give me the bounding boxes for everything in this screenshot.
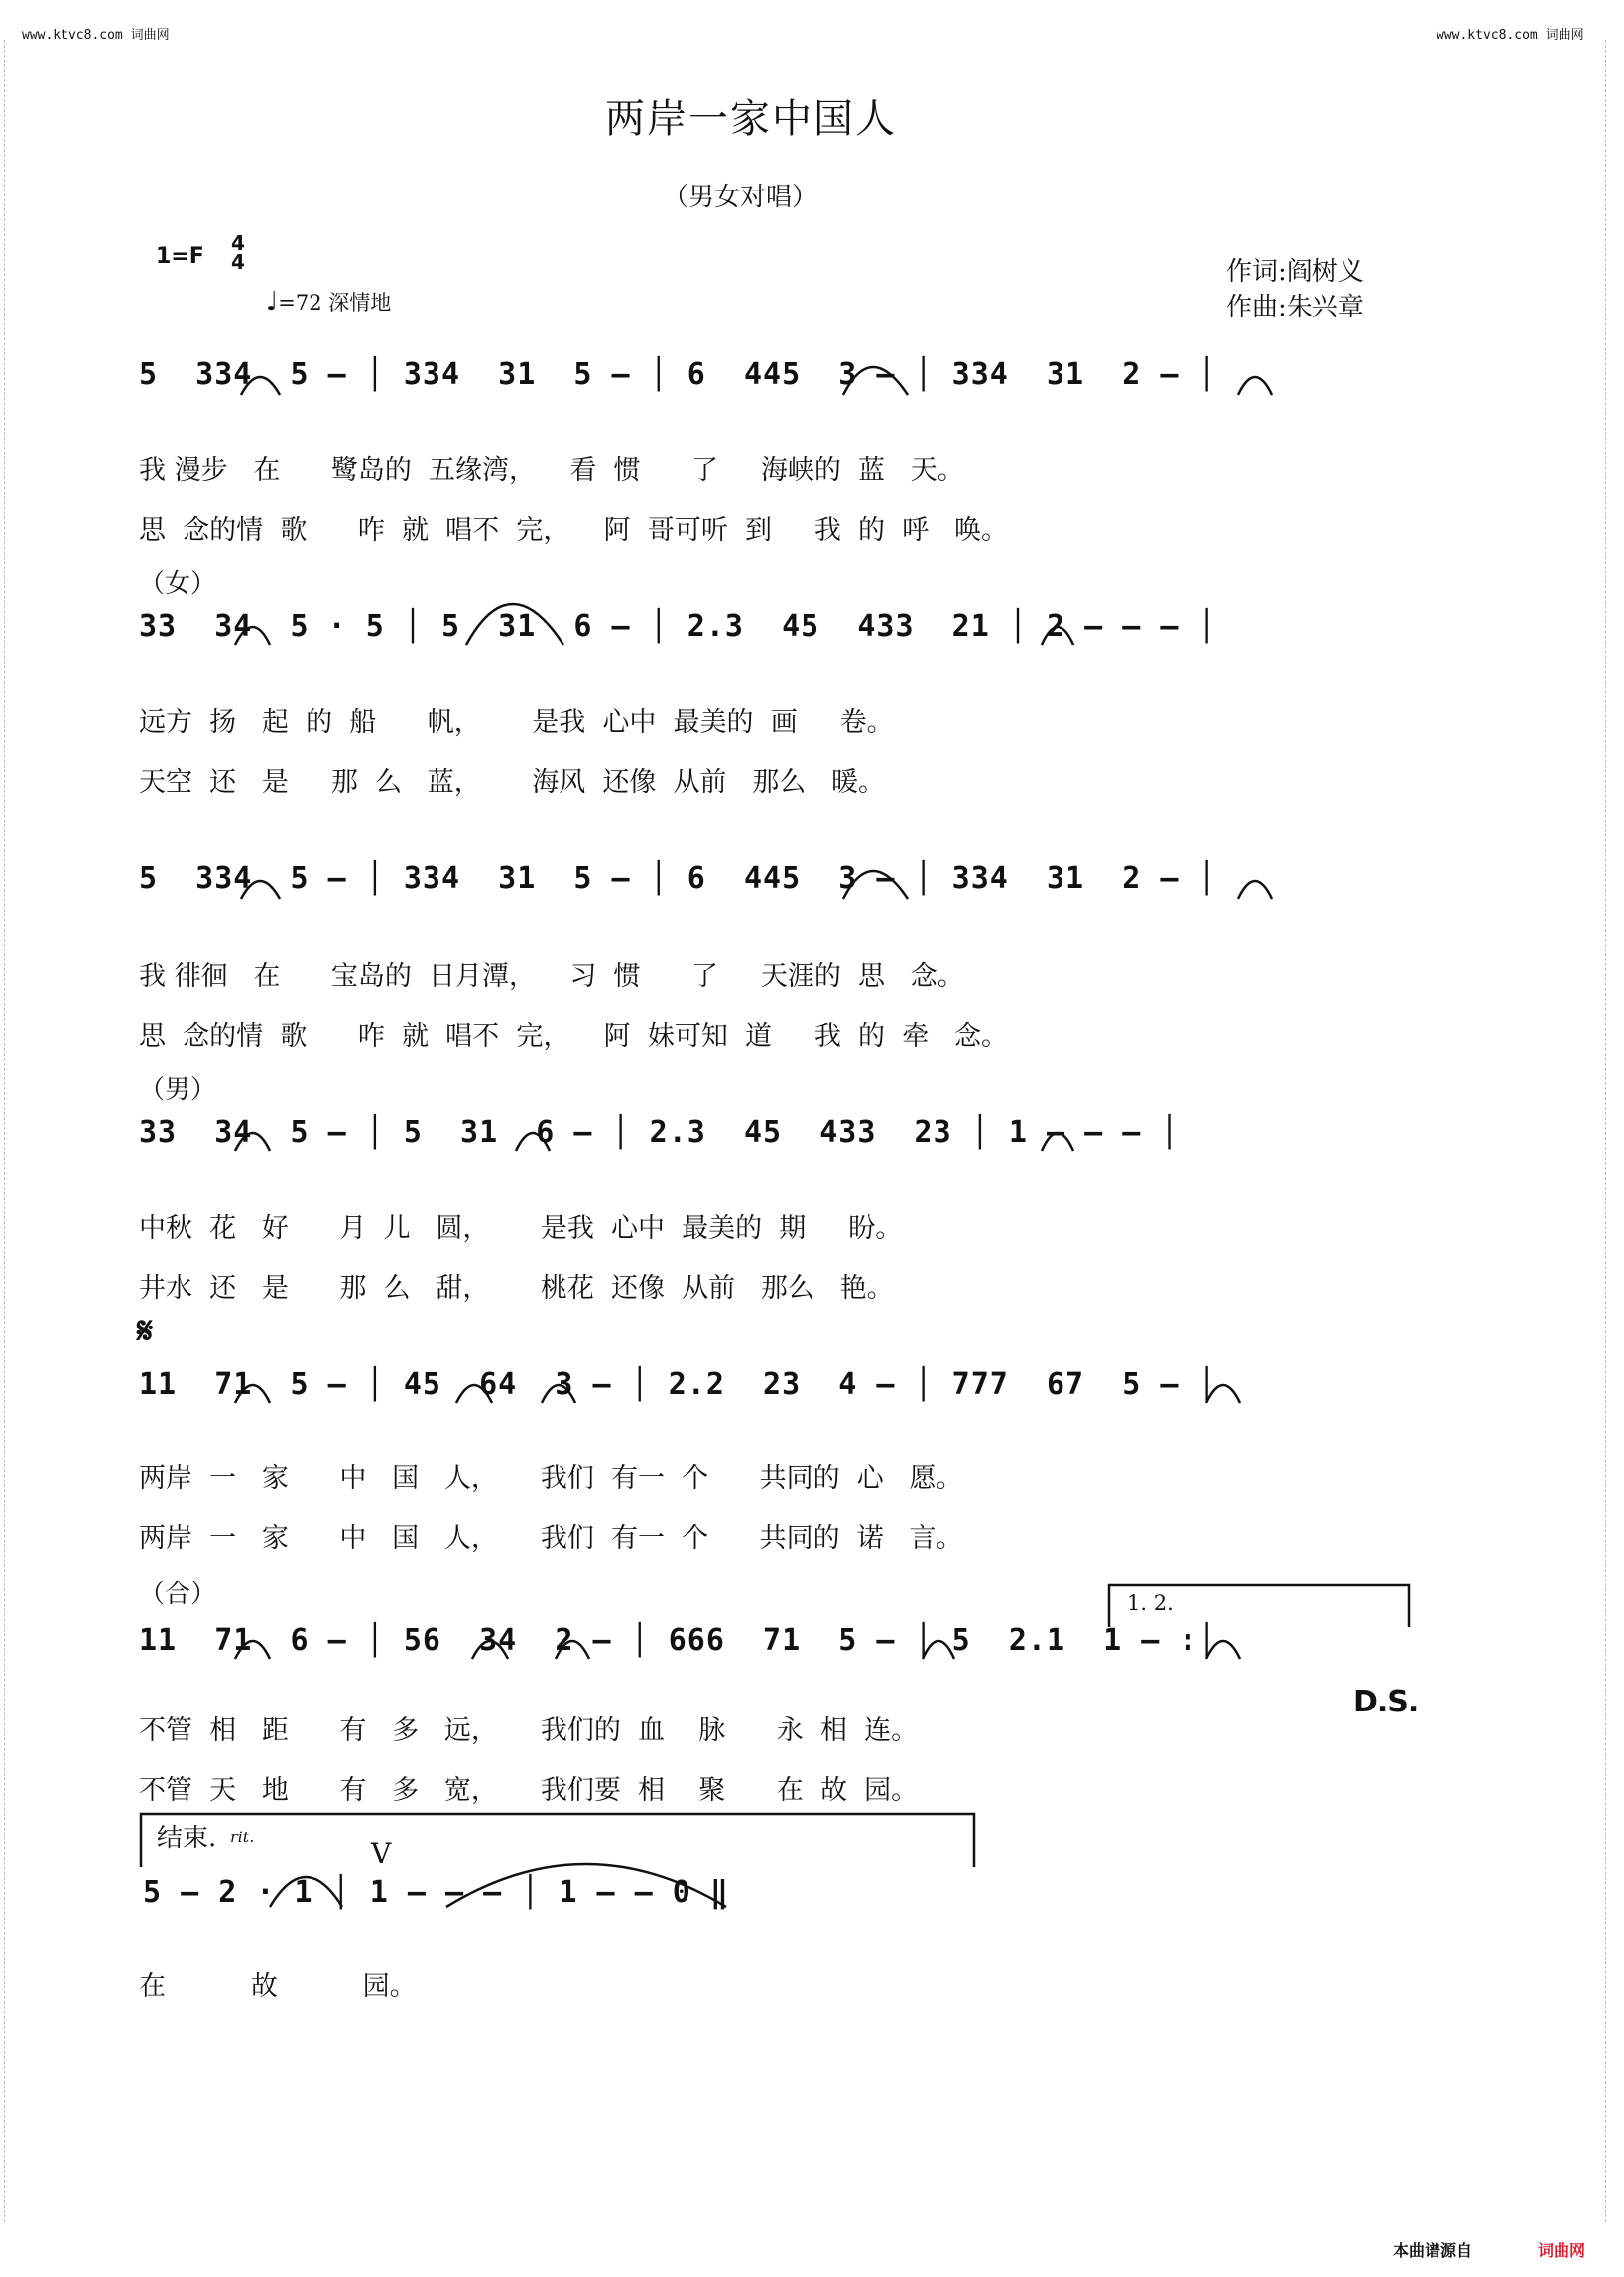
lyric-line-7: 在 故 园。 [139,1971,417,2002]
lyric-line-5b: 两岸 一 家 中 国 人， 我们 有一 个 共同的 诺 言。 [139,1523,963,1554]
song-title: 两岸一家中国人 [605,96,897,142]
right-watermark-strip [1605,40,1620,2222]
lyric-line-5a: 两岸 一 家 中 国 人， 我们 有一 个 共同的 心 愿。 [139,1463,963,1494]
lyric-line-6b: 不管 天 地 有 多 宽， 我们要 相 聚 在 故 园。 [139,1775,919,1806]
ending-label: 结束. [157,1824,217,1853]
ending-bracket [141,1814,974,1867]
segno-icon: 𝄋 [137,1308,154,1352]
lyric-line-3a: 我 徘徊 在 宝岛的 日月潭， 习 惯 了 天涯的 思 念。 [139,961,964,992]
left-watermark-strip [4,40,19,2222]
site-mark-right: www.ktvc8.com 词曲网 [1437,28,1584,43]
slur-mark [1238,377,1272,395]
footer-source-label: 本曲谱源自 [1393,2241,1473,2260]
ritardando-mark: rit. [230,1828,255,1846]
part-label-chorus: （合） [139,1580,217,1609]
notation-line-3: 5 334 5 — │ 334 31 5 — │ 6 445 3 — │ 334 31 2 — │ [139,861,1217,896]
part-label-female: （女） [139,569,217,599]
footer-source [1393,2238,1472,2261]
time-signature-bottom: 4 [231,250,245,274]
slur-mark [1238,881,1272,899]
dal-segno-mark: D.S. [1353,1685,1419,1719]
notation-line-4: 33 34 5 — │ 5 31 6 — │ 2.3 45 433 23 │ 1 — — — │ [139,1115,1180,1150]
site-mark-left: www.ktvc8.com 词曲网 [22,28,170,43]
volta-bracket-label: 1. 2. [1127,1591,1174,1615]
lyric-line-6a: 不管 相 距 有 多 远， 我们的 血 脉 永 相 连。 [139,1715,919,1746]
notation-line-1: 5 334 5 — │ 334 31 5 — │ 6 445 3 — │ 334 31 2 — │ [139,357,1217,392]
notation-line-2: 33 34 5 · 5 │ 5 31 6 — │ 2.3 45 433 21 │ 2 — — — │ [139,609,1217,644]
lyricist: 作词:阎树义 [1226,257,1364,287]
notation-line-5: 11 71 5 — │ 45 64 3 — │ 2.2 23 4 — │ 777 67 5 — │ [139,1367,1217,1402]
time-signature [226,231,250,274]
footer-brand-link[interactable]: 词曲网 [1538,2241,1586,2260]
time-signature-top: 4 [231,231,245,255]
lyric-line-1b: 思 念的情 歌 咋 就 唱不 完， 阿 哥可听 到 我 的 呼 唤。 [139,515,1008,546]
lyric-line-2a: 远方 扬 起 的 船 帆， 是我 心中 最美的 画 卷。 [139,707,894,738]
song-subtitle: （男女对唱） [663,183,818,212]
tempo-marking [266,287,391,316]
notation-line-6: 11 71 6 — │ 56 34 2 — │ 666 71 5 — │ 5 2.1 1 — :│ [139,1623,1217,1658]
key-signature: 1=F [156,244,204,269]
part-label-male: （男） [139,1075,217,1105]
lyric-line-3b: 思 念的情 歌 咋 就 唱不 完， 阿 妹可知 道 我 的 牵 念。 [139,1021,1008,1052]
composer: 作曲:朱兴章 [1226,293,1364,322]
lyric-line-2b: 天空 还 是 那 么 蓝， 海风 还像 从前 那么 暖。 [139,767,886,798]
lyric-line-4b: 井水 还 是 那 么 甜， 桃花 还像 从前 那么 艳。 [139,1273,894,1304]
lyric-line-4a: 中秋 花 好 月 儿 圆， 是我 心中 最美的 期 盼。 [139,1213,903,1244]
lyric-line-1a: 我 漫步 在 鹭岛的 五缘湾， 看 惯 了 海峡的 蓝 天。 [139,455,964,486]
tempo-text: =72 深情地 [278,291,392,315]
breath-mark: V [371,1837,392,1870]
quarter-note-icon: ♩ [266,287,279,316]
notation-line-7: 5 — 2 · 1 │ 1 — — — │ 1 — — 0 ‖ [143,1875,729,1910]
credits [1226,254,1364,325]
